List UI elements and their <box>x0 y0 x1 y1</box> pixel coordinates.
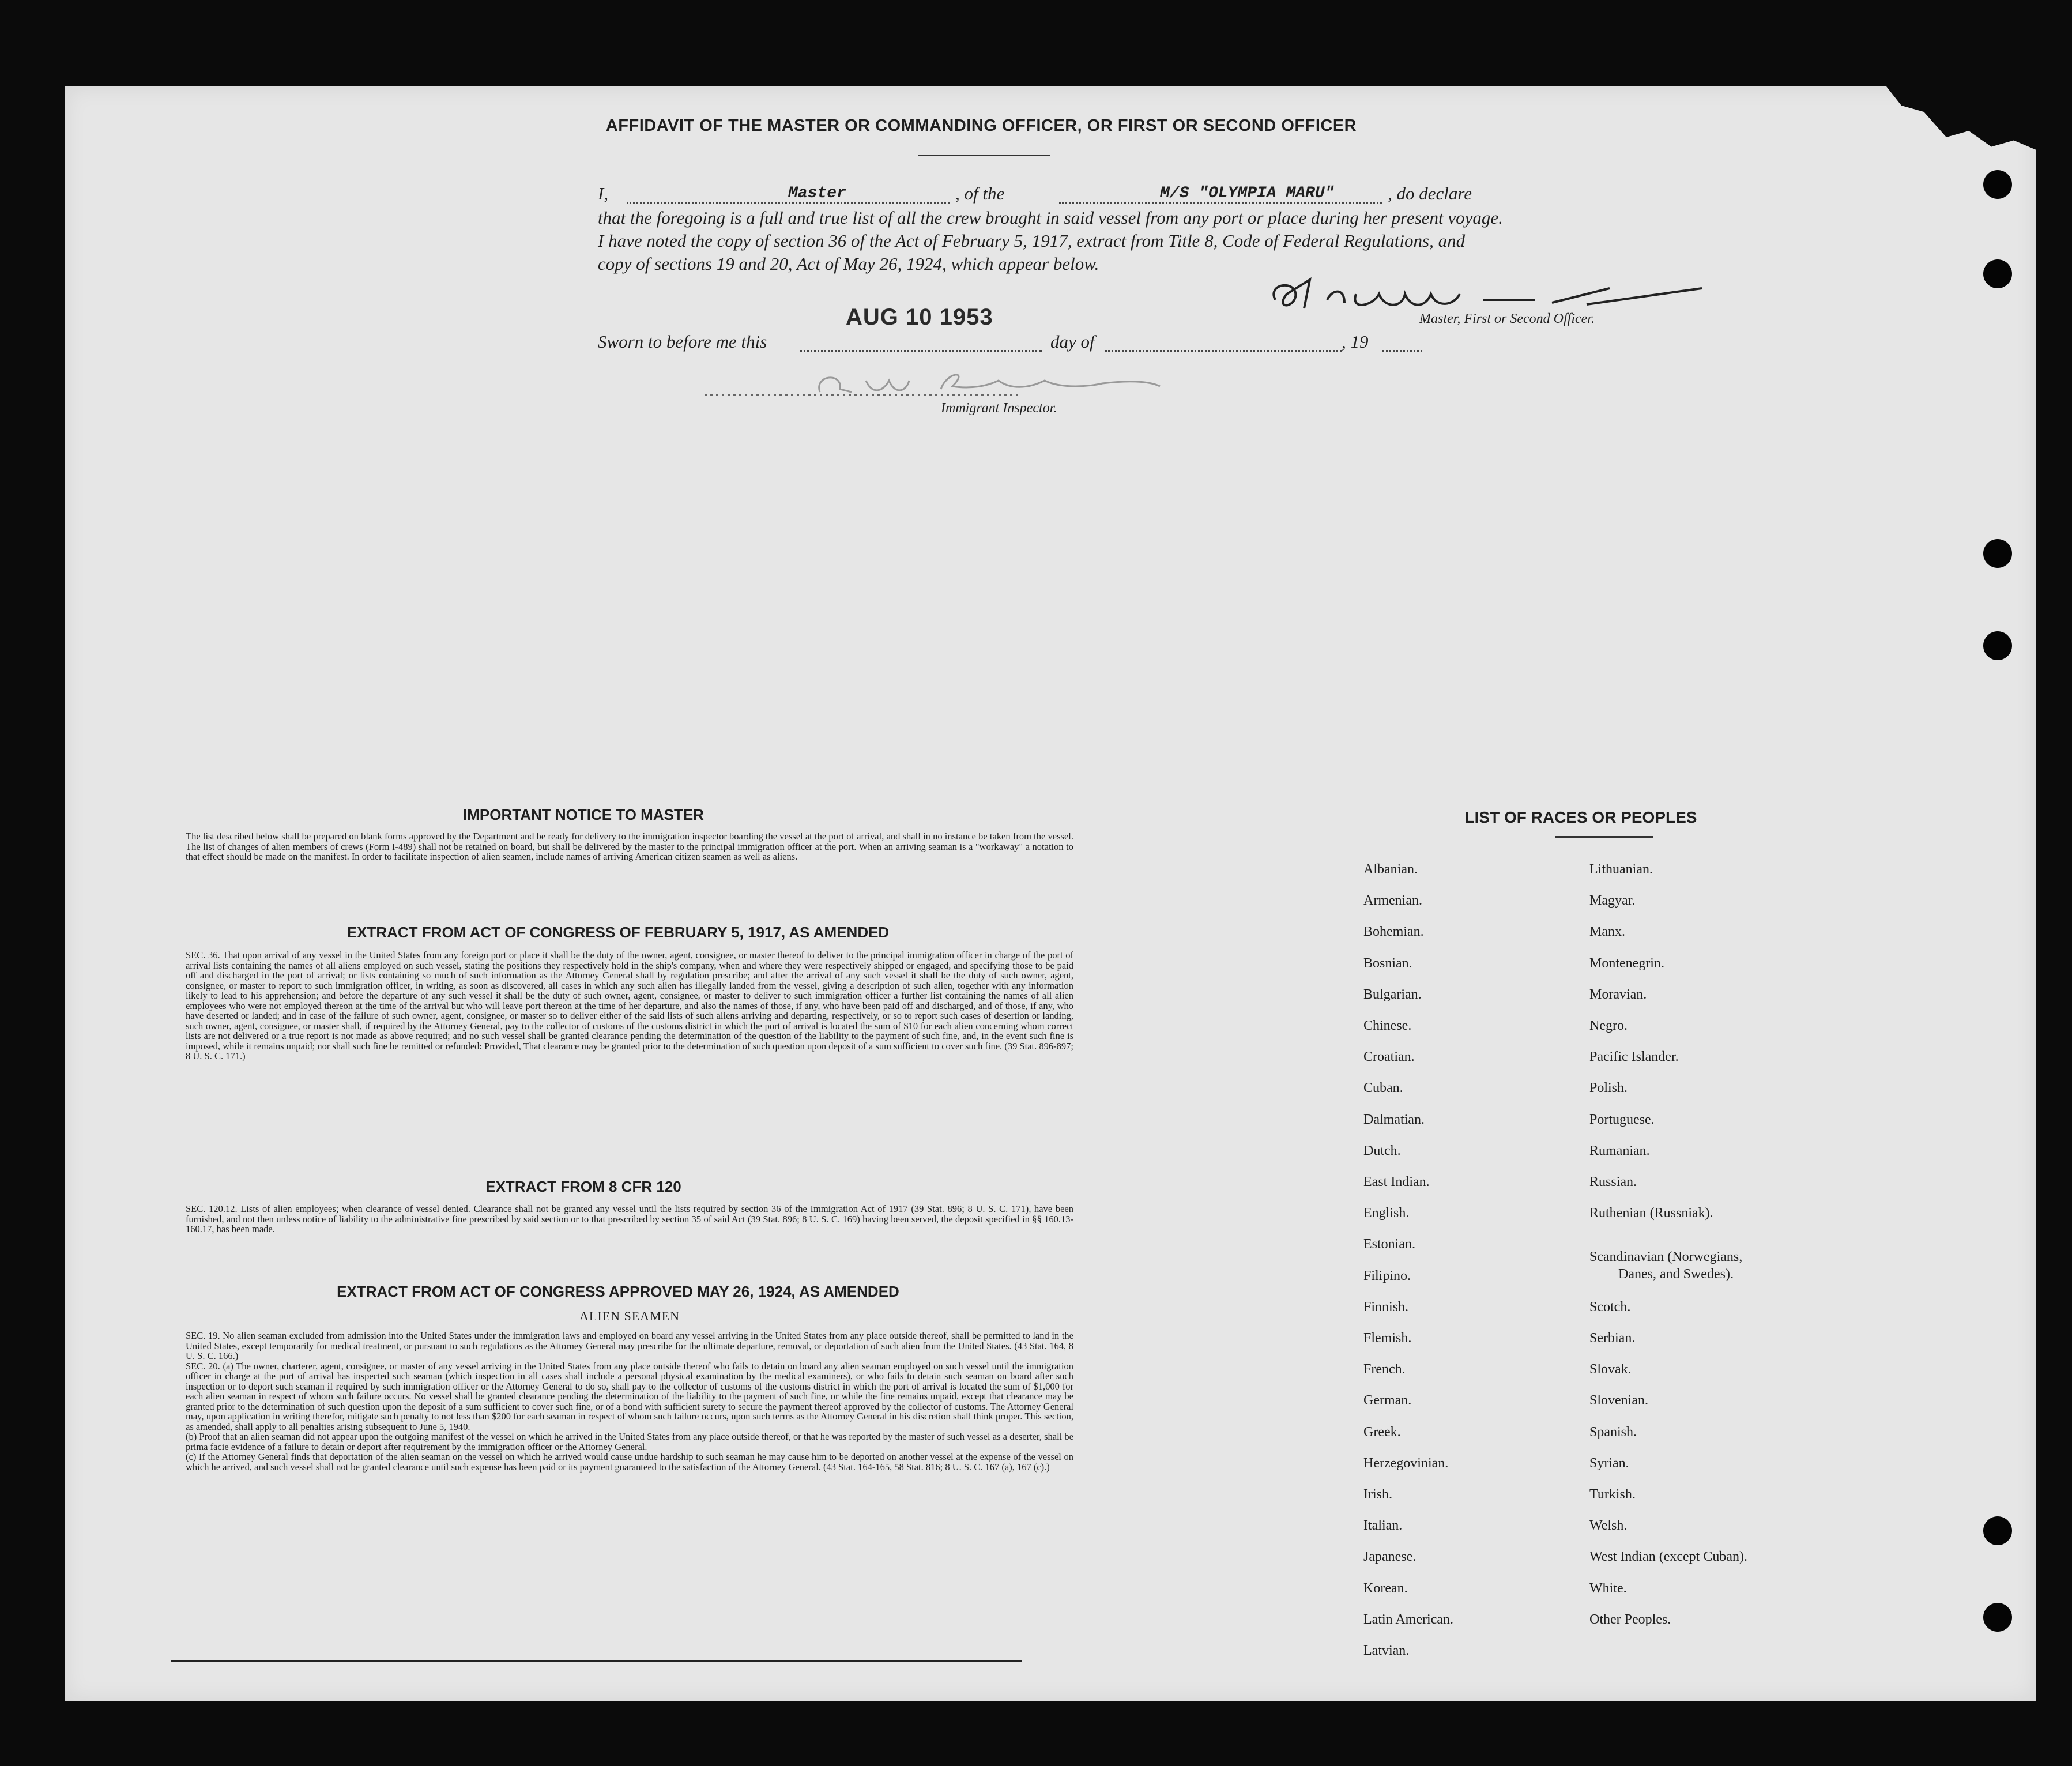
extract-1924-title: EXTRACT FROM ACT OF CONGRESS APPROVED MAY 26, 1924, AS AMENDED <box>337 1283 899 1300</box>
race-item: Estonian. <box>1363 1237 1415 1252</box>
race-item: Negro. <box>1589 1018 1628 1033</box>
binder-hole <box>1983 1516 2012 1545</box>
section-19-paragraph: SEC. 19. No alien seaman excluded from admission into the United States under the immigration laws and employed on board any vessel arriving in the United States from any place outside thereof, shall be permitted to land in the United States, except temporarily for medical treatment, or pursuant to such regulations as the Attorney General may prescribe for the ultimate departure, removal, or deportation of such alien from the United States. (43 Stat. 164, 8 U. S. C. 166.) <box>186 1330 1073 1361</box>
extract-1924-text <box>157 1331 1073 1472</box>
race-item: Flemish. <box>1363 1331 1412 1346</box>
extract-1917-title: EXTRACT FROM ACT OF CONGRESS OF FEBRUARY 5, 1917, AS AMENDED <box>346 924 890 941</box>
race-item: Other Peoples. <box>1589 1611 1671 1627</box>
do-declare-text: , do declare <box>1388 183 1472 204</box>
binder-hole <box>1983 1603 2012 1632</box>
races-title-rule <box>1555 836 1653 838</box>
race-item: Montenegrin. <box>1589 955 1664 971</box>
document-page <box>65 86 2036 1701</box>
title-rule <box>918 155 1050 156</box>
master-signature-label: Master, First or Second Officer. <box>1419 311 1595 326</box>
inspector-signature <box>699 363 1218 404</box>
section-20b-paragraph: (b) Proof that an alien seaman did not appear upon the outgoing manifest of the vessel on which he arrived in the United States from any place outside thereof, or that he was reported by the master of such vessel as a deserter, shall be prima facie evidence of a failure to detain or deport after requirement by the immigration officer or the Attorney General. <box>186 1431 1073 1452</box>
race-item: Syrian. <box>1589 1455 1629 1471</box>
race-item: Pacific Islander. <box>1589 1049 1679 1065</box>
race-item: Portuguese. <box>1589 1112 1655 1127</box>
extract-cfr-text <box>157 1204 1073 1234</box>
race-item: German. <box>1363 1393 1412 1409</box>
dotted-line <box>1105 350 1342 352</box>
notice-paragraph: The list described below shall be prepared on blank forms approved by the Department and be ready for delivery to the immigration inspector boarding the vessel at the port of arrival, and shall in no instance be taken from the vessel. The list of changes of alien members of crews (Form I-489) shall not be retained on board, but shall be delivered by the master to the principal immigration officer at the port. When an arriving seaman is a "workaway" a notation to that effect should be made on the manifest. In order to facilitate inspection of alien seamen, include names of arriving American citizen seamen as well as aliens. <box>186 831 1073 862</box>
day-of-label: day of <box>1050 332 1095 352</box>
affidavit-title: AFFIDAVIT OF THE MASTER OR COMMANDING OFFICER, OR FIRST OR SECOND OFFICER <box>605 116 1357 135</box>
race-item: English. <box>1363 1206 1410 1221</box>
declaration-line-1 <box>598 183 1716 204</box>
year-label: , 19 <box>1342 332 1369 352</box>
extract-1917-text <box>157 950 1073 1061</box>
race-item: Dutch. <box>1363 1143 1401 1158</box>
race-item: Albanian. <box>1363 862 1418 877</box>
race-item: Dalmatian. <box>1363 1112 1425 1127</box>
race-item: Armenian. <box>1363 893 1422 909</box>
section-20c-paragraph: (c) If the Attorney General finds that deportation of the alien seaman on the vessel on which he arrived would cause undue hardship to such seaman he may cause him to be deported on another vessel at the expense of the vessel on which he arrived, and such vessel shall not be granted clearance until such expense has been paid or its payment guaranteed to the satisfaction of the Attorney General. (43 Stat. 164-165, 58 Stat. 816; 8 U. S. C. 167 (a), 167 (c).) <box>186 1451 1073 1473</box>
race-item: Bohemian. <box>1363 924 1424 940</box>
race-item: Latvian. <box>1363 1643 1410 1658</box>
declaration-line-2: that the foregoing is a full and true list of all the crew brought in said vessel from any port or place during her present voyage. <box>598 208 1503 228</box>
race-item: Herzegovinian. <box>1363 1455 1449 1471</box>
race-item: East Indian. <box>1363 1174 1430 1189</box>
notice-title: IMPORTANT NOTICE TO MASTER <box>463 806 704 823</box>
race-item: Scandinavian (Norwegians, <box>1589 1249 1743 1265</box>
vessel-name-typed: M/S "OLYMPIA MARU" <box>1160 184 1335 202</box>
race-item: Russian. <box>1589 1174 1637 1189</box>
race-item: Moravian. <box>1589 986 1647 1002</box>
race-item: Turkish. <box>1589 1487 1636 1502</box>
inspector-label: Immigrant Inspector. <box>941 401 1057 416</box>
race-item: Serbian. <box>1589 1331 1636 1346</box>
races-title: LIST OF RACES OR PEOPLES <box>1464 808 1697 826</box>
officer-title-typed: Master <box>788 184 846 202</box>
race-item: Chinese. <box>1363 1018 1412 1033</box>
race-item: Japanese. <box>1363 1549 1417 1565</box>
section-36-paragraph: SEC. 36. That upon arrival of any vessel in the United States from any foreign port or place it shall be the duty of the owner, agent, consignee, or master thereof to deliver to the principal immigration officer in charge of the port of arrival lists containing the names of all aliens employed on such vessel, stating the positions they respectively hold in the ship's company, when and where they were respectively shipped or engaged, and specifying those to be paid off and discharged in the port of arrival; or lists containing so much of such information as the Attorney General shall by regulation prescribe; and after the arrival of any such vessel it shall be the duty of such owner, agent, consignee, or master to report to such immigration officer, in writing, as soon as discovered, all cases in which any such alien has illegally landed from the vessel, giving a description of such alien, together with any information likely to lead to his apprehension; and before the departure of any such vessel it shall be the duty of such owner, agent, consignee, or master to deliver to such immigration officer a further list containing the names of all alien employees who were not employed thereon at the time of the arrival but who will leave port thereon at the time of her departure, and also the names of those, if any, who have been paid off and discharged, and of those, if any, who have deserted or landed; and in case of the failure of such owner, agent, consignee, or master so to deliver either of the said lists of such aliens arriving and departing, respectively, or so to report such cases of desertion or landing, such owner, agent, consignee, or master shall, if required by the Attorney General, pay to the collector of customs of the customs district in which the port of arrival is located the sum of $10 for each alien concerning whom correct lists are not delivered or a true report is not made as above required; and no such vessel shall be granted clearance pending the determination of the question of the liability to the payment of such fine, and, in the event such fine is imposed, while it remains unpaid; nor shall such fine be remitted or refunded: Provided, That clearance may be granted prior to the determination of such question upon deposit of a sum sufficient to cover such fine. (39 Stat. 896-897; 8 U. S. C. 171.) <box>186 950 1073 1061</box>
declaration-line-4: copy of sections 19 and 20, Act of May 26, 1924, which appear below. <box>598 254 1099 274</box>
of-the-text: , of the <box>955 183 1005 204</box>
torn-corner <box>1886 86 2036 150</box>
race-item: Greek. <box>1363 1424 1401 1440</box>
notice-text <box>157 831 1073 862</box>
race-item: Finnish. <box>1363 1299 1409 1315</box>
race-item: Magyar. <box>1589 893 1636 909</box>
race-item: Danes, and Swedes). <box>1618 1267 1734 1282</box>
race-item: West Indian (except Cuban). <box>1589 1549 1747 1565</box>
race-item: Ruthenian (Russniak). <box>1589 1206 1713 1221</box>
race-item: White. <box>1589 1580 1627 1596</box>
sworn-row <box>598 332 1463 355</box>
race-item: Slovak. <box>1589 1362 1632 1377</box>
extract-cfr-title: EXTRACT FROM 8 CFR 120 <box>485 1178 681 1195</box>
race-item: Bulgarian. <box>1363 986 1422 1002</box>
race-item: Polish. <box>1589 1080 1628 1096</box>
binder-hole <box>1983 170 2012 199</box>
alien-seamen-subtitle: ALIEN SEAMEN <box>579 1309 680 1323</box>
race-item: Bosnian. <box>1363 955 1412 971</box>
race-item: Scotch. <box>1589 1299 1631 1315</box>
race-item: Italian. <box>1363 1518 1403 1534</box>
race-item: Welsh. <box>1589 1518 1628 1534</box>
binder-hole <box>1983 631 2012 660</box>
race-item: Croatian. <box>1363 1049 1415 1065</box>
bottom-rule <box>171 1660 1022 1662</box>
race-item: Spanish. <box>1589 1424 1637 1440</box>
race-item: Filipino. <box>1363 1268 1411 1283</box>
dotted-line <box>1382 350 1422 352</box>
declarant-prefix: I, <box>598 183 609 204</box>
race-item: Lithuanian. <box>1589 862 1653 877</box>
race-item: Korean. <box>1363 1580 1408 1596</box>
declaration-line-3: I have noted the copy of section 36 of the Act of February 5, 1917, extract from Title 8, Code of Federal Regulations, and <box>598 231 1466 251</box>
race-item: Latin American. <box>1363 1611 1453 1627</box>
race-item: Slovenian. <box>1589 1393 1648 1409</box>
section-120-12-paragraph: SEC. 120.12. Lists of alien employees; when clearance of vessel denied. Clearance shall not be granted any vessel until the lists required by section 36 of the Immigration Act of 1917 (39 Stat. 896; 8 U. S. C. 171), have been furnished, and not then unless notice of liability to the administrative fine prescribed by said section or to that prescribed by section 35 of said Act (39 Stat. 896; 8 U. S. C. 169) having been served, the deposit specified in §§ 160.13-160.17, has been made. <box>186 1203 1073 1234</box>
binder-hole <box>1983 539 2012 568</box>
dotted-line <box>800 350 1042 352</box>
race-item: Cuban. <box>1363 1080 1403 1096</box>
sworn-label: Sworn to before me this <box>598 332 767 352</box>
binder-hole <box>1983 259 2012 288</box>
race-item: Manx. <box>1589 924 1625 940</box>
section-20a-paragraph: SEC. 20. (a) The owner, charterer, agent, consignee, or master of any vessel arriving in the United States from any place outside thereof who fails to detain on board any alien seaman employed on such vessel until the immigration officer in charge at the port of arrival has inspected such seaman (which inspection in all cases shall include a personal physical examination by the medical examiners), or who fails to detain such seaman on board after such inspection or to deport such seaman if required by such immigration officer or the Attorney General to do so, shall pay to the collector of customs of the customs district in which the port of arrival is located the sum of $1,000 for each alien seaman in respect of whom such failure occurs. No vessel shall be granted clearance pending the determination of the liability to the payment of such fine, or while the fine remains unpaid, except that clearance may be granted prior to the determination of such question upon the deposit of a sum sufficient to cover such fine, or of a bond with sufficient surety to secure the payment thereof approved by the collector of customs. The Attorney General may, upon application in writing therefor, mitigate such penalty to not less than $200 for each seaman in respect of whom such failure occurs, upon such terms as the Attorney General in his discretion shall think proper. This section, as amended, shall apply to all penalties arising subsequent to June 5, 1940. <box>186 1360 1073 1432</box>
race-item: French. <box>1363 1362 1406 1377</box>
race-item: Rumanian. <box>1589 1143 1650 1158</box>
date-stamp: AUG 10 1953 <box>846 304 993 330</box>
race-item: Irish. <box>1363 1487 1392 1502</box>
